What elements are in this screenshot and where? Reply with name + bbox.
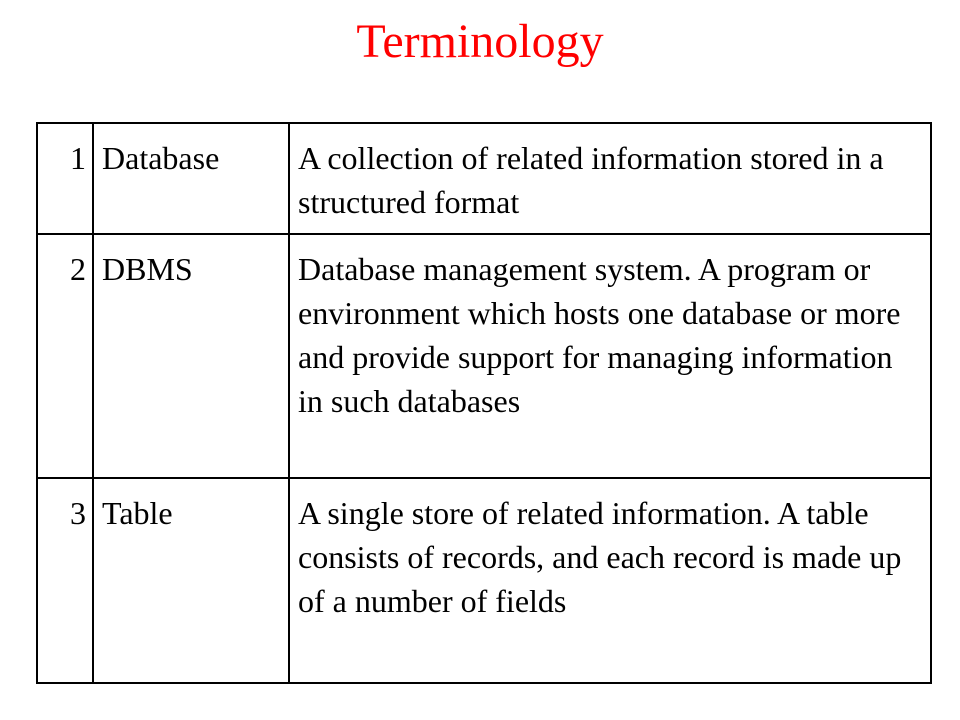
term-number: 3 bbox=[37, 478, 93, 683]
term-number: 2 bbox=[37, 234, 93, 478]
table-row bbox=[37, 123, 931, 234]
term-definition: A collection of related information stored in a structured format bbox=[289, 123, 931, 234]
term-number: 1 bbox=[37, 123, 93, 234]
slide-title: Terminology bbox=[356, 15, 604, 68]
term-definition: A single store of related information. A table consists of records, and each record is made up of a number of fields bbox=[289, 478, 931, 683]
table-row bbox=[37, 234, 931, 478]
term-definition: Database management system. A program or environment which hosts one database or more and provide support for managing information in such databases bbox=[289, 234, 931, 478]
terminology-table bbox=[36, 122, 932, 684]
term-name: Table bbox=[93, 478, 289, 683]
term-name: DBMS bbox=[93, 234, 289, 478]
term-name: Database bbox=[93, 123, 289, 234]
table-row bbox=[37, 478, 931, 683]
